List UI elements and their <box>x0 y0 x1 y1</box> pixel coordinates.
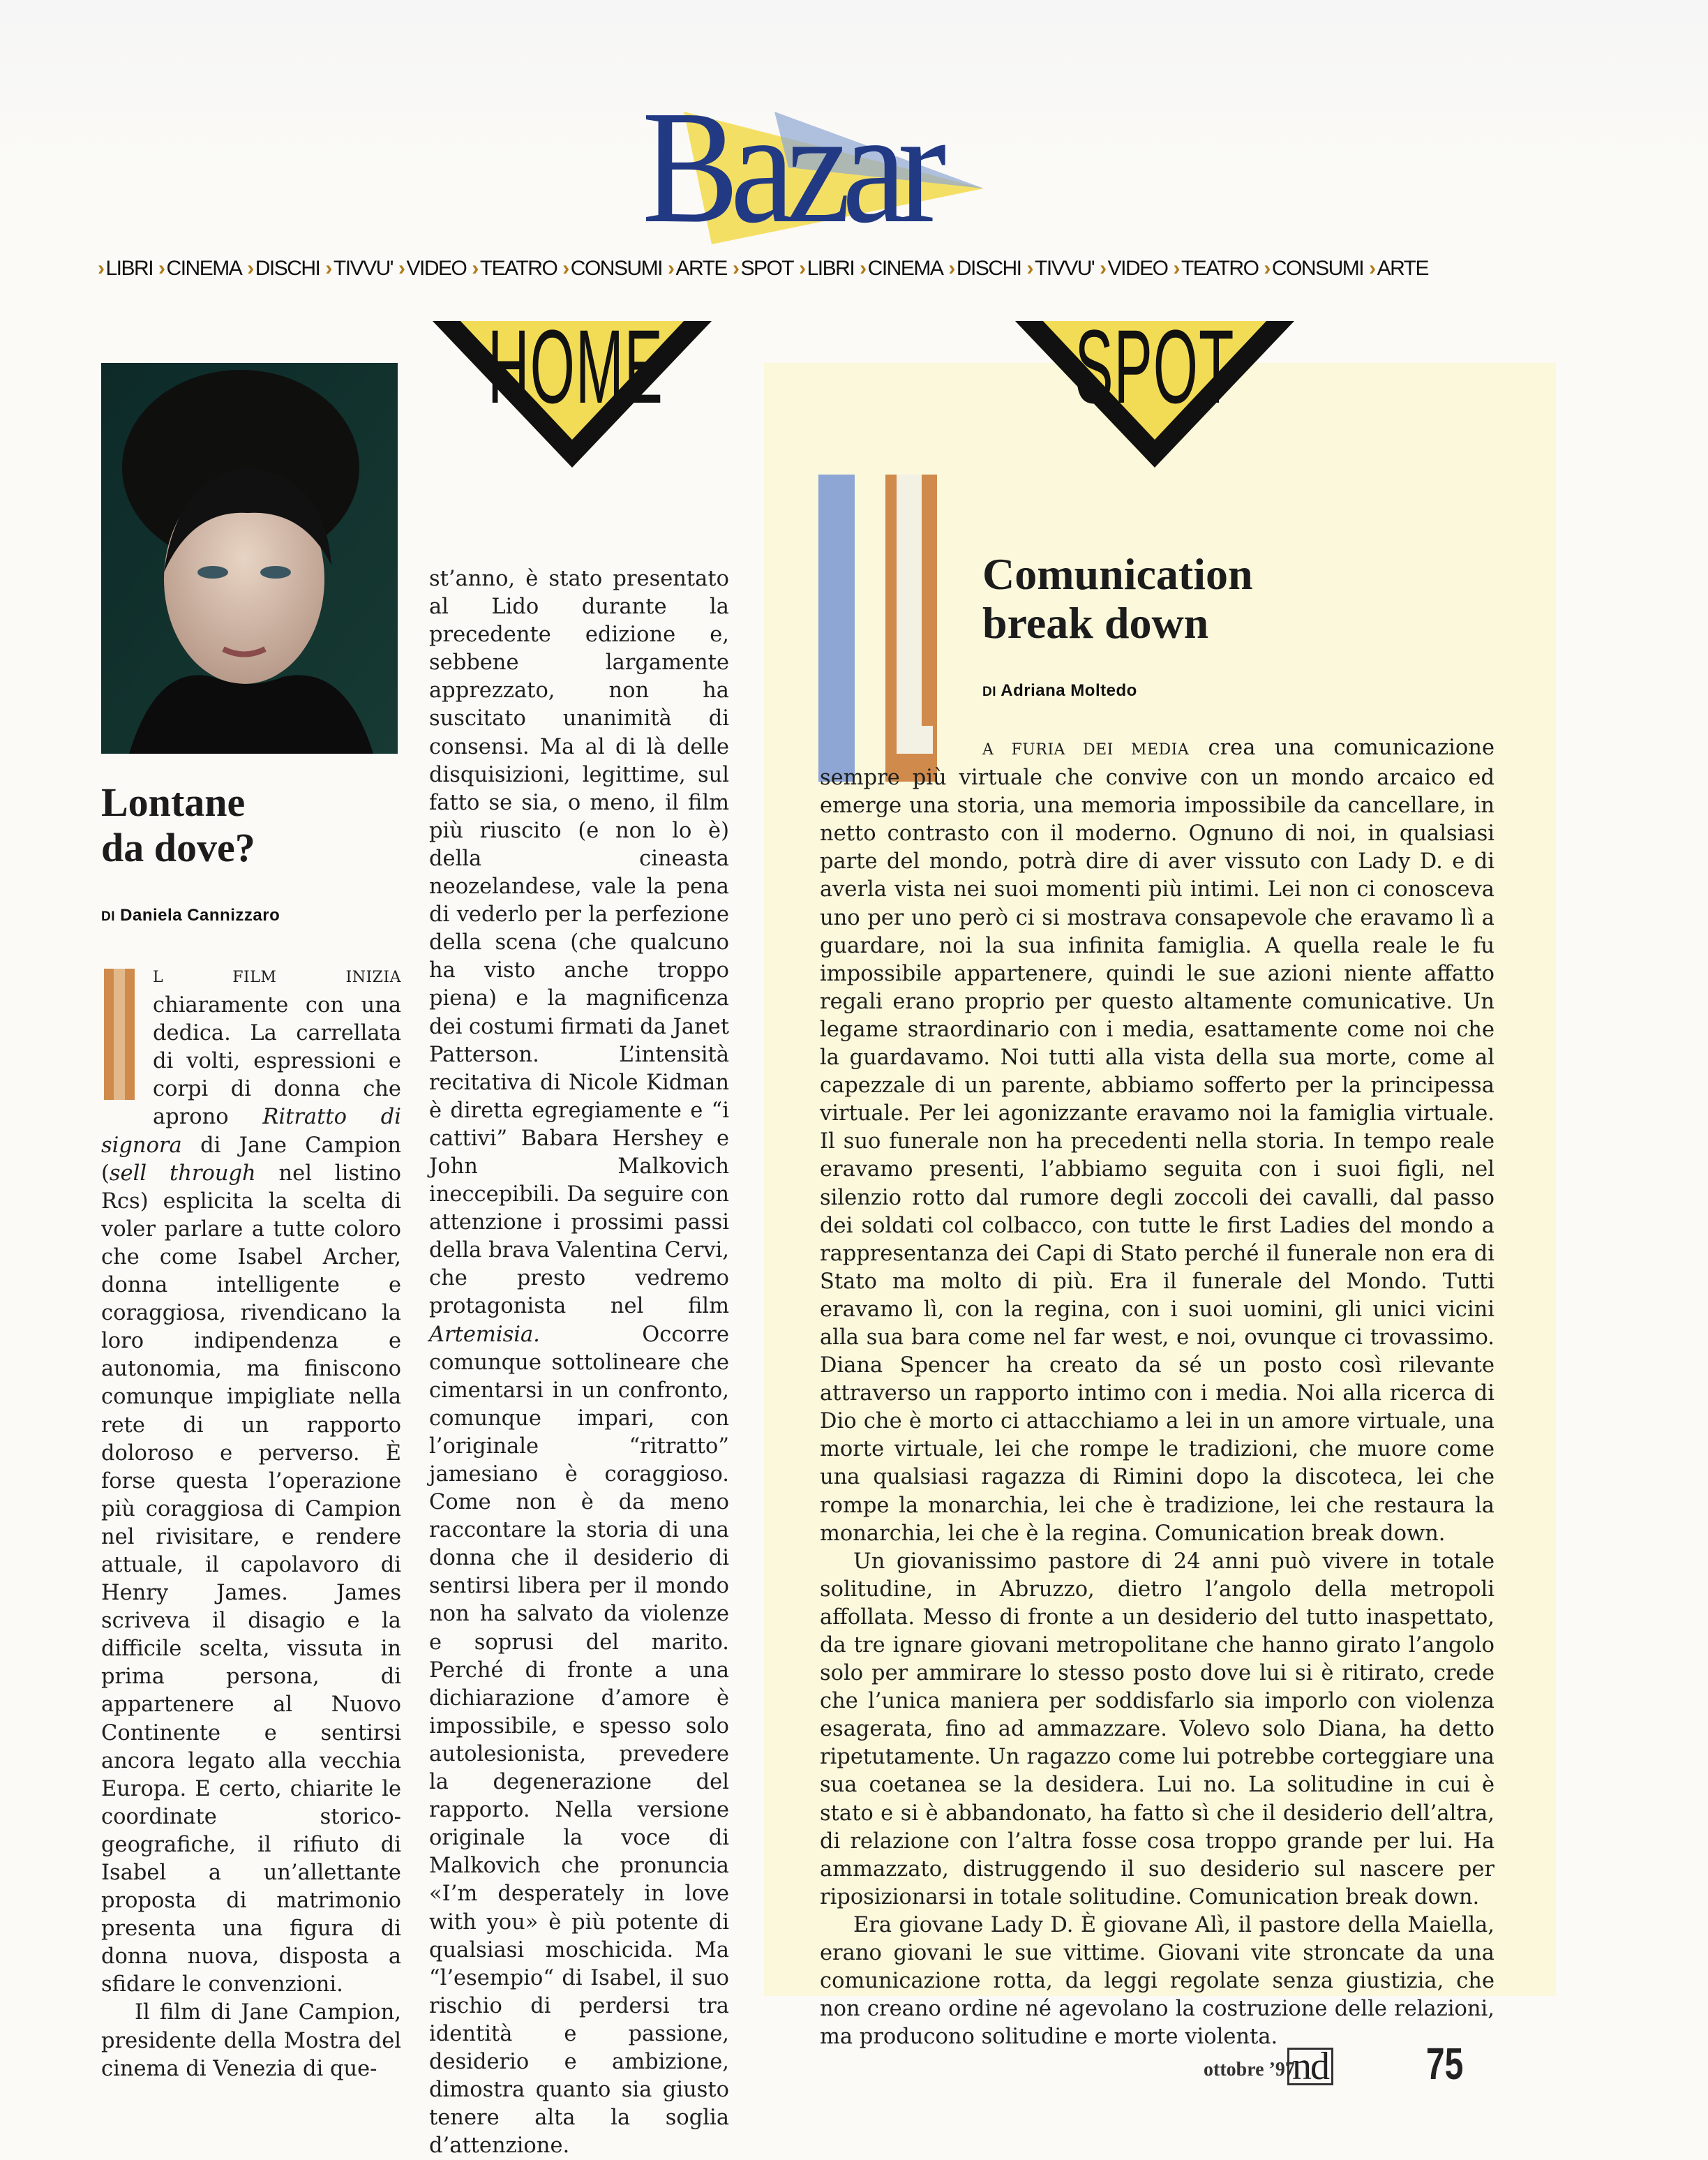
left-title-line1: Lontane <box>101 780 246 825</box>
page-footer <box>1204 2038 1483 2087</box>
nav-item-label: VIDEO <box>406 257 467 280</box>
portrait-illustration <box>101 363 398 754</box>
nav-item-label: LIBRI <box>105 257 153 280</box>
left-column-2 <box>429 565 729 2160</box>
nav-arrow-icon: › <box>732 257 739 280</box>
nav-item-label: CINEMA <box>867 257 943 280</box>
home-label: HOME <box>488 308 664 425</box>
nav-item[interactable] <box>247 257 320 281</box>
left-byline <box>101 906 280 925</box>
nav-item[interactable] <box>1027 257 1095 281</box>
nav-arrow-icon: › <box>860 257 866 280</box>
left-col1-text-a: chiaramente con una dedica. La carrellata di volti, espressioni e corpi di donna che aprono <box>153 993 401 1130</box>
nav-arrow-icon: › <box>1100 257 1106 280</box>
section-nav <box>98 257 1563 285</box>
right-title-line1: Comunication <box>982 549 1253 599</box>
nav-item[interactable] <box>1100 257 1167 281</box>
nav-item-label: ARTE <box>675 257 727 280</box>
nav-item[interactable] <box>733 257 793 281</box>
nav-item-label: TIVVU' <box>1035 257 1095 280</box>
nav-item-label: DISCHI <box>255 257 320 280</box>
nav-arrow-icon: › <box>799 257 805 280</box>
nav-arrow-icon: › <box>472 257 478 280</box>
nav-item-label: ARTE <box>1377 257 1429 280</box>
right-byline <box>982 681 1137 701</box>
left-col2-artemisia: Artemisia. <box>429 1322 540 1347</box>
nav-item[interactable] <box>562 257 662 281</box>
nav-item[interactable] <box>948 257 1021 281</box>
left-col1-sell-through: sell through <box>109 1161 256 1186</box>
nav-item[interactable] <box>1173 257 1258 281</box>
nav-arrow-icon: › <box>948 257 954 280</box>
left-col1-film-title: Ritratto di signora <box>101 1105 401 1158</box>
magazine-logo: nd <box>1287 2048 1333 2085</box>
nav-item-label: CONSUMI <box>570 257 662 280</box>
left-col1-text-c: nel listino Rcs) esplicita la scelta di voler parlare a tutte coloro che come Isabel Archer, donna intelligente e coraggiosa, rivendicano la loro indipendenza e autonomia, ma finiscono comunque impigliate nella rete di un rapporto doloroso e perverso. È forse questa l’operazione più coraggiosa di Campion nel rivisitare, e rendere attuale, il capolavoro di Henry James. James scriveva il disagio e la difficile scelta, vissuta in prima persona, di appartenere al Nuovo Continente e sentirsi ancora legato alla vecchia Europa. E certo, chiarite le coordinate storico-geografiche, il rifiuto di Isabel a un’allettante proposta di matrimonio presenta una figura di donna nuova, disposta a sfidare le convenzioni. <box>101 1161 401 1997</box>
nav-arrow-icon: › <box>562 257 569 280</box>
nav-item-label: TEATRO <box>479 257 557 280</box>
left-byline-prefix: DI <box>101 909 115 924</box>
right-para-1 <box>820 734 1494 1548</box>
nav-arrow-icon: › <box>1369 257 1375 280</box>
nav-item-label: CINEMA <box>166 257 242 280</box>
nav-arrow-icon: › <box>325 257 331 280</box>
nav-item-label: CONSUMI <box>1271 257 1364 280</box>
nav-item-label: TIVVU' <box>333 257 393 280</box>
nav-item[interactable] <box>398 257 466 281</box>
masthead-title: Bazar <box>642 77 938 257</box>
spot-label: SPOT <box>1074 308 1235 425</box>
nav-item[interactable] <box>158 257 241 281</box>
nav-item[interactable] <box>325 257 393 281</box>
nav-item-label: SPOT <box>740 257 794 280</box>
nav-arrow-icon: › <box>1173 257 1179 280</box>
right-title-line2: break down <box>982 598 1209 648</box>
nav-arrow-icon: › <box>398 257 405 280</box>
left-drop-cap <box>101 964 143 1104</box>
nav-arrow-icon: › <box>1026 257 1033 280</box>
left-col2-text-b: Occorre comunque sottolineare che cimentarsi in un confronto, comunque impari, con l’originale “ritratto” jamesiano è coraggioso. Come non è da meno raccontare la storia di una donna che il desiderio di sentirsi libera per il mondo non ha salvato da violenze e soprusi del marito. Perché di fronte a una dichiarazione d’amore è impossibile, e spesso solo autolesionista, prevedere la degenerazione del rapporto. Nella versione originale la voce di Malkovich che pronuncia «I’m desperately in love with you» è più potente di qualsiasi moschicida. Ma “l’esempio“ di Isabel, il suo rischio di perdersi tra identità e passione, desiderio e ambizione, dimostra quanto sia giusto tenere alta la soglia d’attenzione. <box>429 1322 729 2159</box>
nav-item[interactable] <box>98 257 153 281</box>
left-column-1 <box>101 962 401 2083</box>
nav-item-label: VIDEO <box>1107 257 1168 280</box>
nav-item[interactable] <box>860 257 943 281</box>
left-title-line2: da dove? <box>101 824 255 870</box>
nav-item-label: DISCHI <box>956 257 1021 280</box>
nav-arrow-icon: › <box>247 257 253 280</box>
right-article-title <box>982 550 1471 648</box>
nav-item-label: LIBRI <box>807 257 855 280</box>
left-col1-text-b: di Jane Campion ( <box>101 1133 401 1186</box>
right-article-body <box>820 734 1494 2051</box>
nav-item[interactable] <box>668 257 727 281</box>
left-article-title <box>101 780 401 871</box>
left-lead-caps: L FILM INIZIA <box>153 969 401 986</box>
right-para-2: Un giovanissimo pastore di 24 anni può vivere in totale solitudine, in Abruzzo, dietro l’angolo della metropoli affollata. Messo di fronte a un desiderio del tutto inaspettato, da tre ignare giovani metropolitane che hanno girato l’angolo solo per ammirare lo stesso posto dove lui si è ritirato, crede che l’unica maniera per soddisfarlo sia imporlo con violenza esagerata, fino ad ammazzare. Volevo solo Diana, ha detto ripetutamente. Un ragazzo come lui potrebbe corteggiare una sua coetanea se la desidera. Lui no. La solitudine in cui è stato e si è abbandonato, ha fatto sì che il desiderio dell’altra, di relazione con l’altra fosse cosa troppo grande per lui. Ha ammazzato, distruggendo il suo desiderio sul nascere per riposizionarsi in totale solitudine. Comunication break down. <box>820 1549 1494 1909</box>
nav-item[interactable] <box>1264 257 1363 281</box>
home-badge <box>419 293 726 516</box>
left-col1-para2: Il film di Jane Campion, presidente della Mostra del cinema di Venezia di que- <box>101 2000 401 2081</box>
left-col2-text-a: st’anno, è stato presentato al Lido durante la precedente edizione e, sebbene largamente apprezzato, non ha suscitato unanimità di consensi. Ma al di là delle disquisizioni, legittime, sul fatto se sia, o meno, il film più riuscito (e non lo è) della cineasta neozelandese, vale la pena di vederlo per la perfezione della scena (che qualcuno ha visto anche troppo piena) e la magnificenza dei costumi firmati da Janet Patterson. L’intensità recitativa di Nicole Kidman è diretta egregiamente e “i cattivi” Babara Hershey e John Malkovich ineccepibili. Da seguire con attenzione i prossimi passi della brava Valentina Cervi, che presto vedremo protagonista nel film <box>429 567 729 1319</box>
masthead <box>628 77 1019 258</box>
nav-item[interactable] <box>799 257 854 281</box>
nav-arrow-icon: › <box>667 257 674 280</box>
nav-item[interactable] <box>1369 257 1428 281</box>
right-para-3: Era giovane Lady D. È giovane Alì, il pastore della Maiella, erano giovani le sue vittime. Giovani vite stroncate da una comunicazione rotta, da leggi regolate senza giustizia, che non creano ordine né agevolano la costruzione delle relazioni, ma producono solitudine e morte violenta. <box>820 1912 1494 2050</box>
right-byline-name: Adriana Moltedo <box>1001 681 1137 700</box>
right-para-1-text: crea una comunicazione sempre più virtuale che convive con un mondo arcaico ed emerge una storia, una memoria impossibile da cancellare, in netto contrasto con il moderno. Ognuno di noi, in qualsiasi parte del mondo, potrà dire di aver vissuto con Lady D. e di averla vista nei suoi momenti più intimi. Lei non ci conosceva uno per uno però ci si mostrava consapevole che eravamo lì a guardare, noi la sua infinita famiglia. A quella reale le fu impossibile appartenere, quindi le sue azioni niente affatto regali erano proprio per questo altamente comunicative. Un legame straordinario con i media, esattamente come noi che la guardavamo. Noi tutti alla vista della sua morte, come al capezzale di un parente, abbiamo sofferto per la principessa virtuale. Per lei agonizzante eravamo noi la famiglia virtuale. Il suo funerale non ha precedenti nella storia. In tempo reale eravamo presenti, l’abbiamo seguita con i suoi figli, nel silenzio rotto dal rumore degli zoccoli dei cavalli, dal passo dei soldati col colbacco, con tutte le first Ladies del mondo a rappresentanza dei Capi di Stato perché il funerale non era di Stato ma molto di più. Era il funerale del Mondo. Tutti eravamo lì, con la regina, con i suoi uomini, gli unici vicini alla sua bara come nel far west, e noi, ovunque ci trovassimo. Diana Spencer ha creato da sé un posto così rilevante attraverso un rapporto intimo con i media. Noi alla ricerca di Dio che è morto ci attacchiamo a lei in un amore virtuale, una morte virtuale, lei che rompe le tradizioni, che muore come una qualsiasi ragazza di Rimini dopo la discoteca, lei che rompe la monarchia, lei che è tradizione, lei che restaura la monarchia, lei che è la regina. Comunication break down. <box>820 736 1494 1546</box>
page-number: 75 <box>1425 2039 1464 2089</box>
article-photo <box>101 363 398 754</box>
nav-item-label: TEATRO <box>1181 257 1259 280</box>
nav-arrow-icon: › <box>98 257 104 280</box>
right-byline-prefix: DI <box>982 685 996 699</box>
issue-date: ottobre ’97 <box>1204 2059 1295 2080</box>
spot-badge <box>1001 293 1308 516</box>
nav-arrow-icon: › <box>158 257 165 280</box>
nav-arrow-icon: › <box>1264 257 1270 280</box>
right-lead-caps: A FURIA DEI MEDIA <box>982 741 1190 759</box>
nav-item[interactable] <box>472 257 557 281</box>
left-drop-cap-shape <box>101 964 143 1104</box>
left-byline-name: Daniela Cannizzaro <box>120 906 280 925</box>
